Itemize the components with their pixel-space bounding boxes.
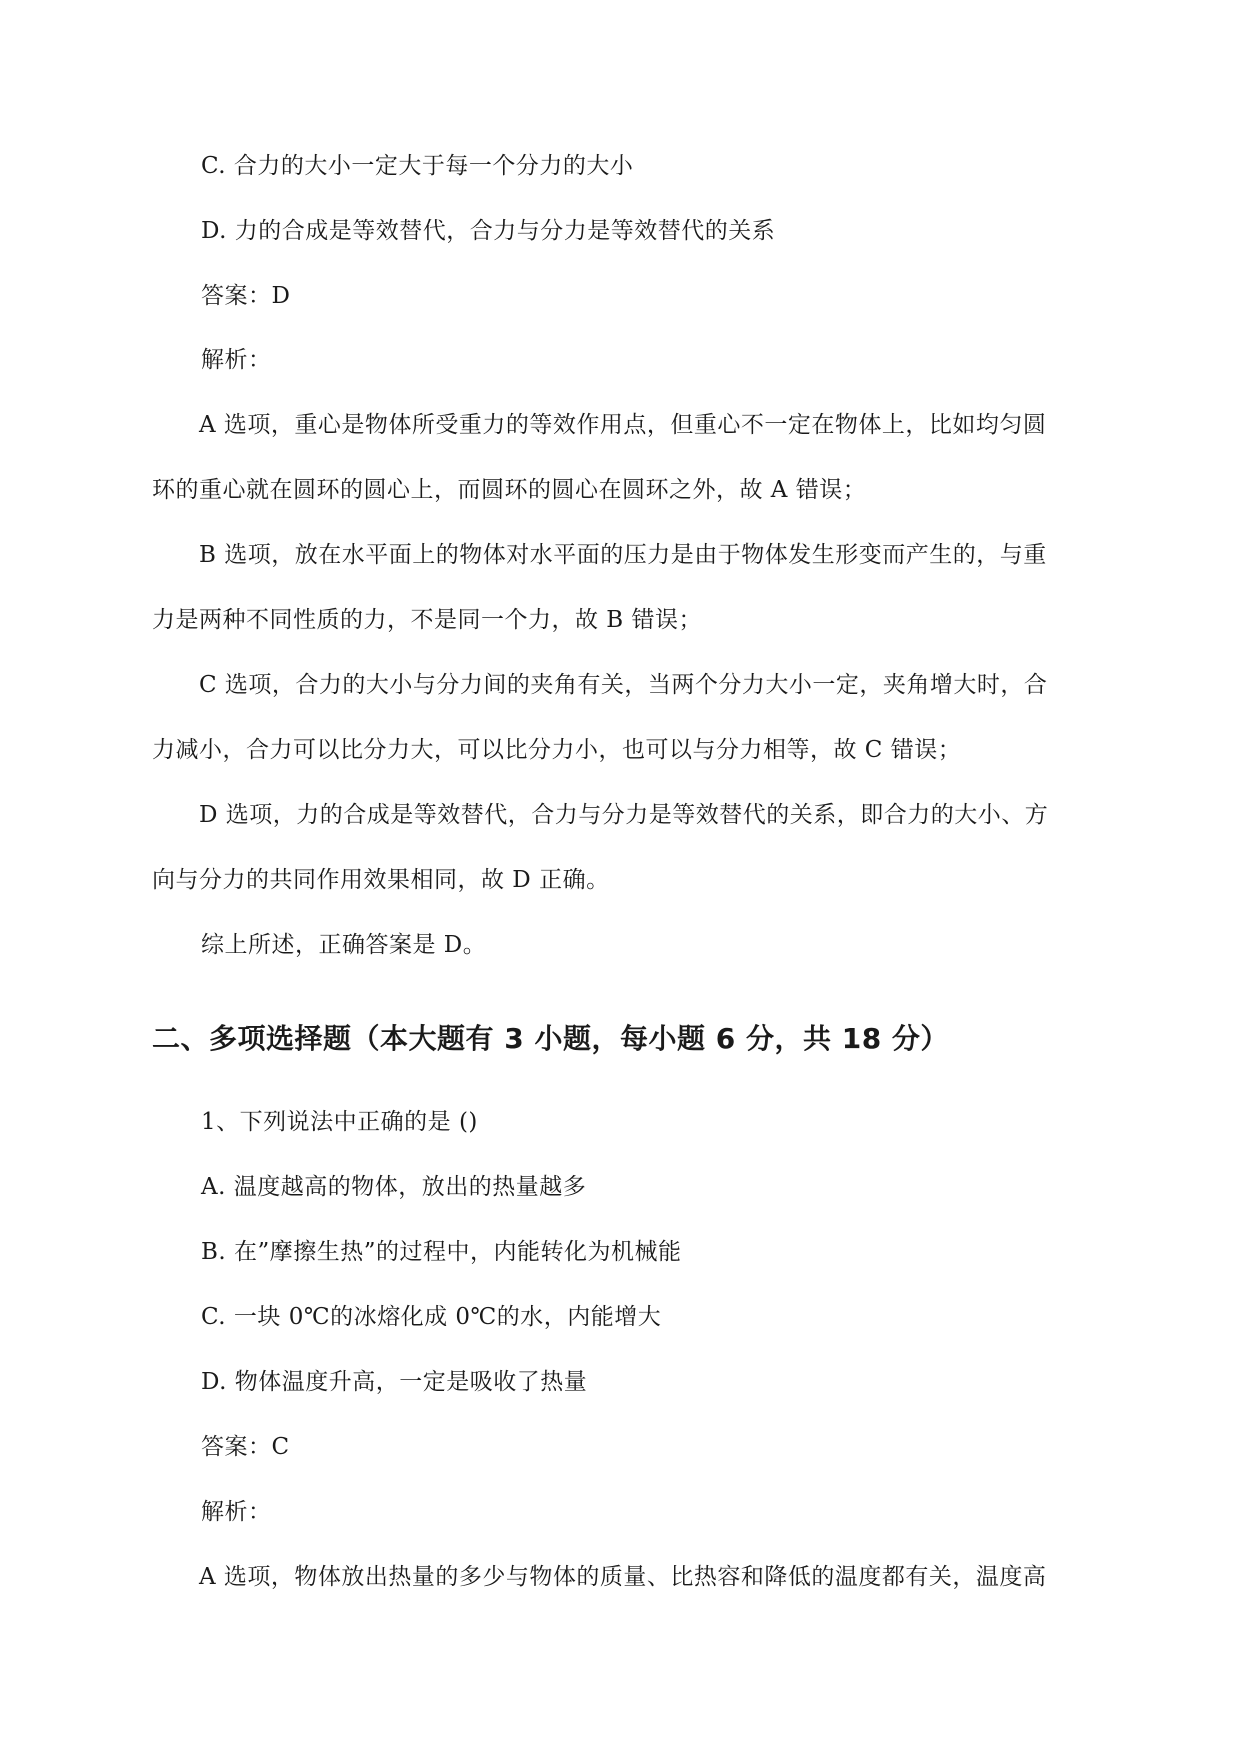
analysis-paragraph-line: 力减小，合力可以比分力大，可以比分力小，也可以与分力相等，故 C 错误； xyxy=(152,737,962,763)
analysis-paragraph-line: A 选项，物体放出热量的多少与物体的质量、比热容和降低的温度都有关，温度高 xyxy=(199,1564,1047,1590)
option-a: A. 温度越高的物体，放出的热量越多 xyxy=(201,1174,587,1200)
analysis-paragraph-line: 力是两种不同性质的力，不是同一个力，故 B 错误； xyxy=(152,607,703,633)
summary-text: 综上所述，正确答案是 D。 xyxy=(201,932,487,958)
analysis-paragraph-line: D 选项，力的合成是等效替代，合力与分力是等效替代的关系，即合力的大小、方 xyxy=(199,802,1049,828)
analysis-label: 解析： xyxy=(201,347,272,373)
analysis-paragraph-line: A 选项，重心是物体所受重力的等效作用点，但重心不一定在物体上，比如均匀圆 xyxy=(199,412,1047,438)
analysis-paragraph-line: B 选项，放在水平面上的物体对水平面的压力是由于物体发生形变而产生的，与重 xyxy=(199,542,1047,568)
analysis-paragraph-line: C 选项，合力的大小与分力间的夹角有关，当两个分力大小一定，夹角增大时，合 xyxy=(199,672,1048,698)
answer-text: 答案：D xyxy=(201,283,291,309)
option-d: D. 力的合成是等效替代，合力与分力是等效替代的关系 xyxy=(201,218,776,244)
section-heading: 二、多项选择题（本大题有 3 小题，每小题 6 分，共 18 分） xyxy=(152,1022,949,1055)
answer-text: 答案：C xyxy=(201,1434,290,1460)
option-c: C. 合力的大小一定大于每一个分力的大小 xyxy=(201,153,634,179)
question-stem: 1、下列说法中正确的是 () xyxy=(201,1109,478,1135)
analysis-paragraph-line: 环的重心就在圆环的圆心上，而圆环的圆心在圆环之外，故 A 错误； xyxy=(152,477,867,503)
analysis-label: 解析： xyxy=(201,1499,272,1525)
analysis-paragraph-line: 向与分力的共同作用效果相同，故 D 正确。 xyxy=(152,867,610,893)
option-d: D. 物体温度升高，一定是吸收了热量 xyxy=(201,1369,588,1395)
option-b: B. 在”摩擦生热”的过程中，内能转化为机械能 xyxy=(201,1239,682,1265)
option-c: C. 一块 0℃的冰熔化成 0℃的水，内能增大 xyxy=(201,1304,662,1330)
